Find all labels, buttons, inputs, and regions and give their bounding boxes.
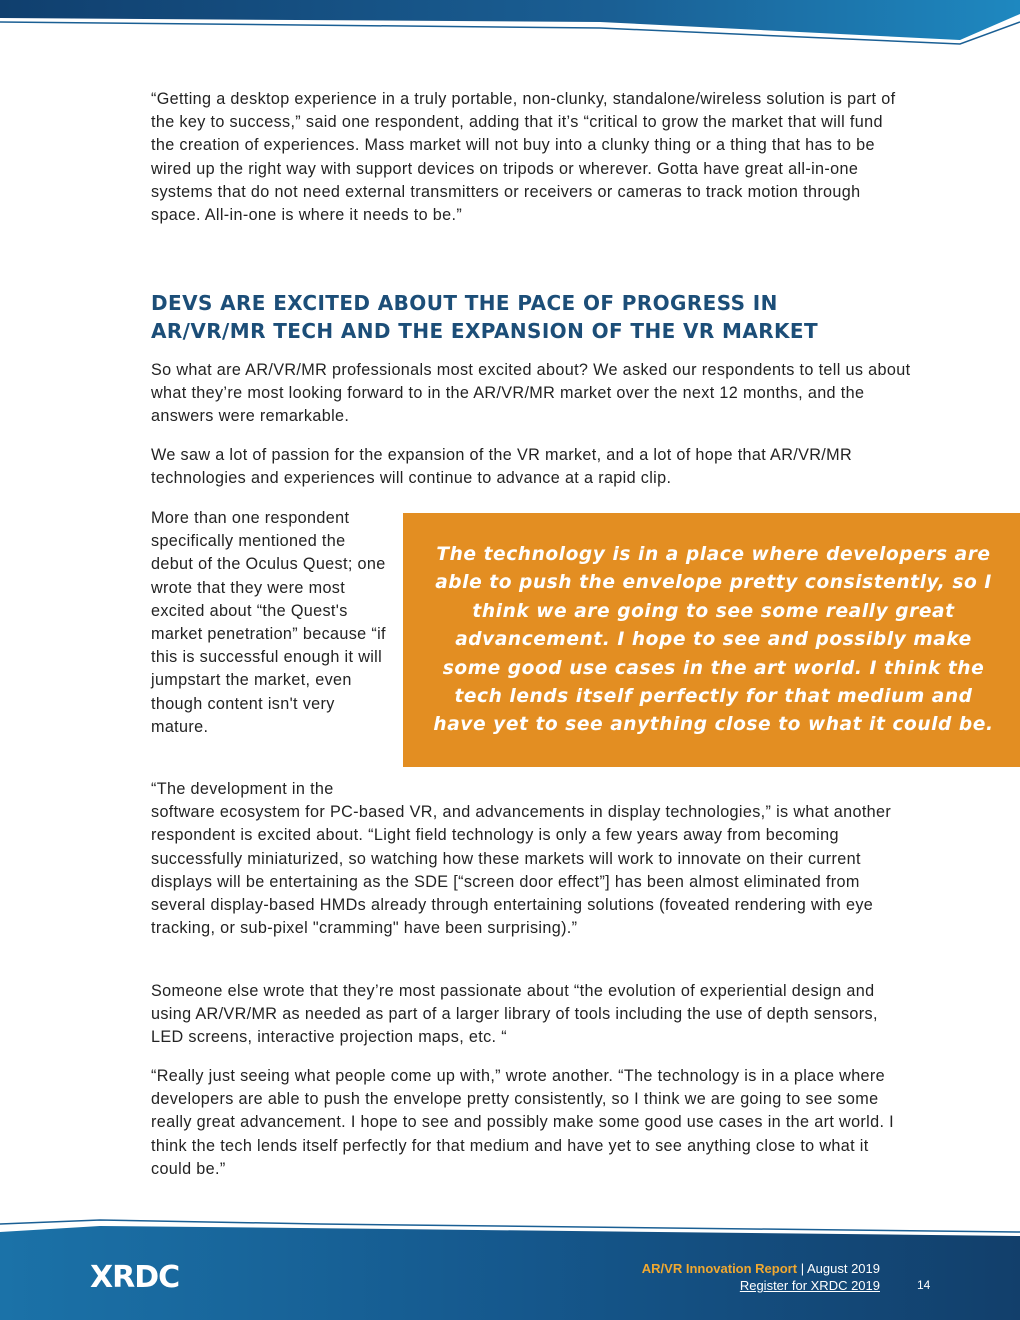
page-number: 14 [917,1278,931,1292]
xrdc-logo: XRDC [90,1260,180,1295]
paragraph-passion: We saw a lot of passion for the expansion of the VR market, and a lot of hope that AR/VR/MR technologies and experiences will continue to advance at a rapid clip. [151,446,852,488]
footer-separator: | [800,1261,805,1276]
footer-info [642,1260,880,1294]
pull-quote-text: The technology is in a place where developers are able to push the envelope pretty consistently, so I think we are going to see some really great advancement. I hope to see and possibly make some good use cases in the art world. I think the tech lends itself perfectly for that medium and have yet to see anything close to what it could be. [433,544,994,736]
heading-line-2: AR/VR/MR TECH AND THE EXPANSION OF THE VR MARKET [151,319,819,343]
paragraph-development-start: “The development in the [151,780,334,798]
footer-title-line [642,1260,880,1277]
report-date: August 2019 [806,1261,880,1276]
report-title: AR/VR Innovation Report [641,1261,798,1276]
paragraph-oculus-quest: More than one respondent specifically mentioned the debut of the Oculus Quest; one wrote that they were most excited about “the Quest's market penetration” because “if this is successful enough it will jumpstart the market, even though content isn't very mature. [151,509,386,736]
paragraph-experiential-design: Someone else wrote that they’re most passionate about “the evolution of experiential design and using AR/VR/MR as needed as part of a larger library of tools including the use of depth sensors, LED screens, interactive projection maps, etc. “ [151,982,878,1047]
paragraph-what-excited: So what are AR/VR/MR professionals most excited about? We asked our respondents to tell us about what they’re most looking forward to in the AR/VR/MR market over the next 12 months, and the answers were remarkable. [151,361,911,426]
section-heading [151,289,931,345]
paragraph-development-rest: software ecosystem for PC-based VR, and advancements in display technologies,” is what another respondent is excited about. “Light field technology is only a few years away from becoming successfully miniaturized, so watching how these markets will work to innovate on their current displays will be entertaining as the SDE [“screen door effect”] has been almost eliminated from several display-based HMDs already through entertaining solutions (foveated rendering with eye tracking, or sub-pixel "cramming" have been surprising).” [151,803,892,938]
heading-line-1: DEVS ARE EXCITED ABOUT THE PACE OF PROGRESS IN [151,291,778,315]
pull-quote-box [403,513,1020,767]
intro-quote-paragraph: “Getting a desktop experience in a truly portable, non-clunky, standalone/wireless solution is part of the key to success,” said one respondent, adding that it’s “critical to grow the market that will fund the creation of experiences. Mass market will not buy into a clunky thing or a thing that has to be wired up the right way with support devices on tripods or wherever. Gotta have great all-in-one systems that do not need external transmitters or receivers or cameras to track motion through space. All-in-one is where it needs to be.” [151,90,896,225]
paragraph-really-just-seeing: “Really just seeing what people come up with,” wrote another. “The technology is in a place where developers are able to push the envelope pretty consistently, so I think we are going to see some really great advancement. I hope to see and possibly make some good use cases in the art world. I think the tech lends itself perfectly for that medium and have yet to see anything close to what it could be.” [151,1067,894,1178]
register-link[interactable]: Register for XRDC 2019 [739,1278,880,1293]
paragraph-development [151,778,911,940]
header-band [0,0,1020,44]
